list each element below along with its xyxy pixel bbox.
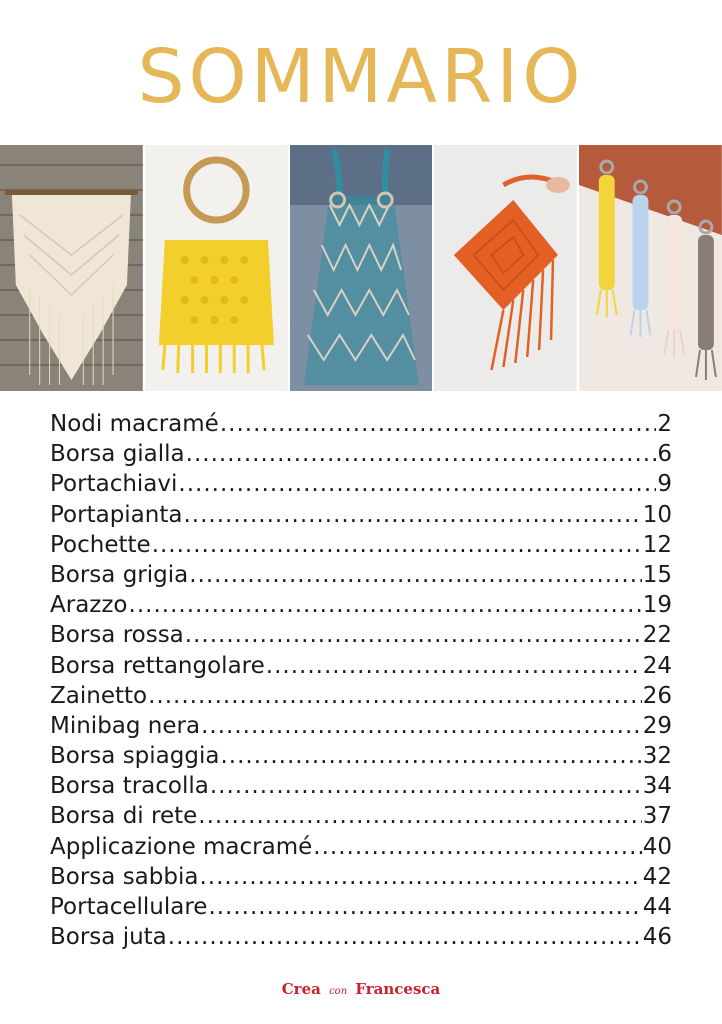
toc-entry-title: Borsa juta xyxy=(50,924,167,951)
toc-entry xyxy=(50,562,672,592)
toc-leader-dots xyxy=(148,683,642,709)
toc-entry-page: 6 xyxy=(657,441,672,468)
keychains-photo xyxy=(579,145,722,391)
toc-leader-dots xyxy=(178,471,656,497)
toc-leader-dots xyxy=(186,441,657,467)
toc-leader-dots xyxy=(210,773,642,799)
toc-leader-dots xyxy=(220,411,657,437)
toc-entry xyxy=(50,864,672,894)
toc-entry-page: 2 xyxy=(657,411,672,437)
toc-entry-title: Zainetto xyxy=(50,682,148,709)
toc-entry-title: Minibag nera xyxy=(50,712,201,739)
toc-entry xyxy=(50,653,672,683)
toc-entry xyxy=(50,471,672,501)
toc-leader-dots xyxy=(198,803,641,829)
toc-entry-page: 34 xyxy=(642,773,672,800)
toc-entry-title: Applicazione macramé xyxy=(50,833,313,860)
toc-leader-dots xyxy=(208,894,641,920)
toc-entry-title: Borsa gialla xyxy=(50,441,185,468)
photo-strip xyxy=(0,145,722,391)
toc-entry-title: Borsa di rete xyxy=(50,803,198,830)
toc-entry-page: 9 xyxy=(657,471,672,498)
toc-entry xyxy=(50,743,672,773)
toc-entry-page: 29 xyxy=(642,712,672,739)
toc-entry-title: Portachiavi xyxy=(50,471,178,498)
toc-entry-title: Portacellulare xyxy=(50,894,208,920)
toc-entry-title: Portapianta xyxy=(50,501,183,528)
toc-entry-page: 26 xyxy=(642,682,672,709)
toc-leader-dots xyxy=(220,743,641,769)
toc-entry-title: Nodi macramé xyxy=(50,411,219,437)
toc-entry-title: Borsa tracolla xyxy=(50,773,209,800)
toc-entry-page: 22 xyxy=(642,622,672,649)
toc-entry xyxy=(50,803,672,833)
toc-entry-page: 15 xyxy=(642,561,672,588)
toc-entry xyxy=(50,773,672,803)
toc-entry-title: Borsa rossa xyxy=(50,622,184,649)
brand-logo-part: Crea xyxy=(281,980,321,998)
toc-entry-title: Borsa sabbia xyxy=(50,863,199,890)
toc-entry-page: 40 xyxy=(642,833,672,860)
toc-leader-dots xyxy=(152,532,642,558)
toc-leader-dots xyxy=(266,653,642,679)
toc-entry xyxy=(50,622,672,652)
toc-entry xyxy=(50,532,672,562)
toc-entry-page: 24 xyxy=(642,652,672,679)
toc-entry-title: Arazzo xyxy=(50,592,128,619)
toc-entry xyxy=(50,834,672,864)
brand-logo-part: Francesca xyxy=(355,980,441,998)
toc-entry xyxy=(50,441,672,471)
toc-entry xyxy=(50,411,672,441)
toc-leader-dots xyxy=(168,924,642,950)
toc-entry xyxy=(50,894,672,924)
toc-entry-page: 12 xyxy=(642,531,672,558)
grey-net-bag-photo xyxy=(290,145,433,391)
toc-entry-page: 19 xyxy=(642,592,672,619)
toc-entry-page: 10 xyxy=(642,501,672,528)
page-title: SOMMARIO xyxy=(137,34,585,120)
toc-leader-dots xyxy=(201,713,642,739)
yellow-bag-photo xyxy=(145,145,288,391)
toc-entry xyxy=(50,683,672,713)
toc-entry xyxy=(50,592,672,622)
toc-entry-page: 42 xyxy=(642,863,672,890)
toc-entry xyxy=(50,924,672,954)
orange-pouch-photo xyxy=(434,145,577,391)
table-of-contents xyxy=(50,411,672,954)
toc-entry-title: Borsa grigia xyxy=(50,561,189,588)
toc-leader-dots xyxy=(185,622,642,648)
toc-leader-dots xyxy=(313,834,641,860)
toc-leader-dots xyxy=(183,502,641,528)
toc-entry-page: 46 xyxy=(642,924,672,951)
toc-entry-title: Pochette xyxy=(50,531,151,558)
toc-entry-page: 37 xyxy=(642,803,672,830)
toc-leader-dots xyxy=(129,592,642,618)
toc-entry-title: Borsa rettangolare xyxy=(50,652,265,679)
toc-entry xyxy=(50,502,672,532)
toc-entry-title: Borsa spiaggia xyxy=(50,743,220,770)
toc-entry xyxy=(50,713,672,743)
toc-entry-page: 44 xyxy=(642,894,672,920)
toc-leader-dots xyxy=(189,562,641,588)
brand-logo-part: con xyxy=(329,986,348,997)
brand-logo xyxy=(0,980,722,998)
macrame-wall-hanging-photo xyxy=(0,145,143,391)
toc-leader-dots xyxy=(199,864,641,890)
toc-entry-page: 32 xyxy=(642,743,672,770)
